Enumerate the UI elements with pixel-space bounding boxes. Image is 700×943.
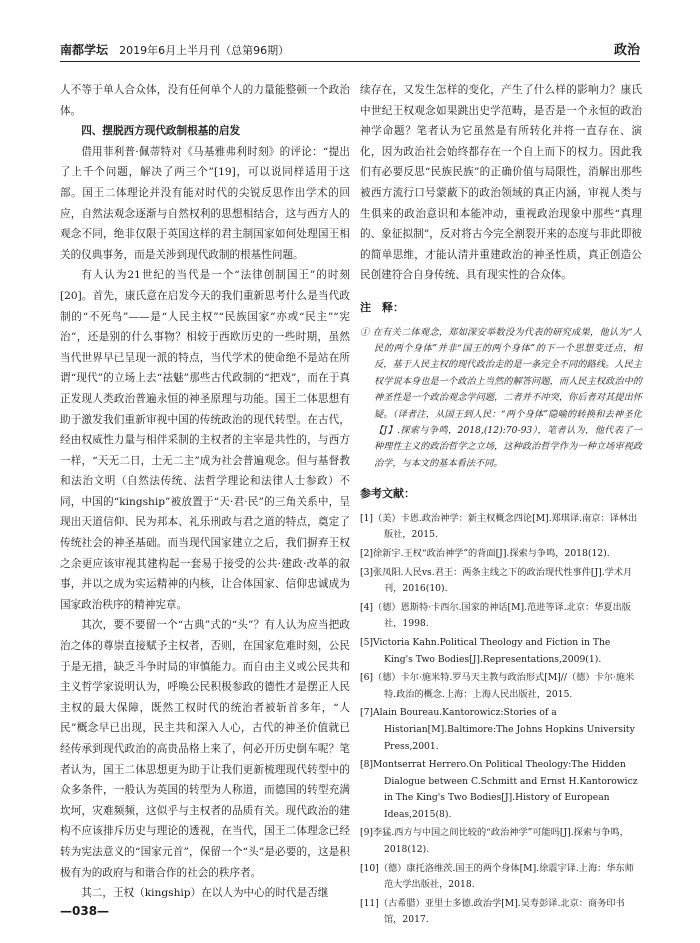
paragraph: 人不等于单人合众体，没有任何单个人的力量能整顿一个政治体。 (60, 84, 350, 117)
reference-item: [8]Montserrat Herrero.On Political Theology:The Hidden Dialogue between C.Schmitt and Ernst H.Kantorowicz in The King's Two Bodies[J].History of European Ideas,2015(8). (360, 759, 638, 820)
reference-item: [10]（德）康托洛维茨.国王的两个身体[M].徐震宇译.上海：华东师范大学出版社，2018. (360, 862, 634, 891)
right-column (360, 80, 642, 931)
page-number: —038— (60, 904, 110, 918)
reference-item: [5]Victoria Kahn.Political Theology and Fiction in The King's Two Bodies[J].Representations,2009(1). (360, 636, 611, 665)
notes-title: 注 释： (360, 300, 404, 314)
reference-list (360, 511, 642, 929)
left-column (60, 80, 350, 904)
section-label: 政治 (613, 43, 640, 58)
paragraph: 续存在，又发生怎样的变化，产生了什么样的影响力？康氏中世纪王权观念如果跳出史学范畴，是否是一个永恒的政治神学命题？笔者认为它虽然是有所转化并将一直存在、演化，因为政治社会始终都存在一个自上而下的权力。因此我们有必要反思“民族民族”的正确价值与局限性，消解出那些被西方流行口号蒙蔽下的政治领域的真正内涵，审视人类与生俱来的政治意识和本能冲动，重视政治现象中那些“真理的、象征拟制”，反对将古今完全割裂开来的态度与非此即彼的简单思维，才能认清并重建政治的神圣性质，真正创造公民创建符合自身传统、具有现实性的合众体。 (360, 84, 642, 282)
paragraph: 有人认为21世纪的当代是一个“法律创制国王”的时刻[20]。首先，康氏意在启发今天的我们重新思考什么是当代政制的“不死鸟”——是“人民主权”“民族国家”亦或“民主”“宪治”，还是别的什么事物？相较于西欧历史的一些时期，虽然当代世界早已呈现一派的特点，当代学术的使命绝不是站在所谓“现代”的立场上去“祛魅”那些古代政制的“把戏”，而在于真正发现人类政治普遍永恒的神圣原理与功能。国王二体思想有助于激发我们重新审视中国的传统政治的现代转型。在古代，经由权威性力量与相伴采制的主权者的主宰是共性的，与西方一样，“天无二日，土无二主”成为社会普遍观念。但与基督教和法治文明（自然法传统、法哲学理论和法律人士参政）不同，中国的“kingship”被放置于“天·君·民”的三角关系中，呈现出天道信仰、民为邦本、礼乐刑政与君之道的特点，奠定了传统社会的神圣基础。而当现代国家建立之后，我们摒弃王权之余更应该审视其建构起一套易于接受的公共·建政·改革的叙事，并以之成为实运精神的内核，让合体国家、信仰忠诚成为国家政治秩序的精神宪章。 (60, 269, 350, 611)
reference-item: [9]李猛.西方与中国之间比较的“政治神学”可能吗[J].探索与争鸣，2018(12). (360, 827, 629, 856)
journal-name: 南都学坛 (60, 43, 109, 57)
reference-item: [11]（古希腊）亚里士多德.政治学[M].吴寿彭译.北京：商务印书馆，2017. (360, 897, 625, 926)
reference-item: [7]Alain Boureau.Kantorowicz:Stories of a Historian[M].Baltimore:The Johns Hopkins University Press,2001. (360, 707, 635, 752)
reference-item: [3]张凤阳.人民vs.君王：两条主线之下的政治现代性事件[J].学术月刊，2016(10). (360, 566, 633, 595)
reference-item: [2]徐新宇.王权“政治神学”的背面[J].探索与争鸣，2018(12). (360, 547, 610, 559)
references-title: 参考文献： (360, 487, 415, 501)
issue-label: 2019年6月上半月刊（总第96期） (119, 44, 290, 57)
paragraph: 其二，王权（kingship）在以人为中心的时代是否继 (81, 887, 329, 900)
paragraph: 借用菲利普·佩蒂特对《马基雅弗利时刻》的评论：“提出了上千个问题，解决了两三个”[19]，可以说同样适用于这部。国王二体理论并没有能对时代的尖锐反思作出学术的回应，自然法观念逐渐与自然权利的思想相结合，这与西方人的观念不同，绝非仅限于英国这样的君主制国家如何处理国王相关的仪典事务，而是关涉到现代政制的根基性问题。 (60, 145, 350, 261)
journal-info (60, 39, 289, 58)
section-heading: 四、摆脱西方现代政制根基的启发 (81, 125, 241, 138)
reference-item: [6]（德）卡尔·施米特.罗马天主教与政治形式[M]//（德）卡尔·施米特.政治的概念.上海：上海人民出版社，2015. (360, 672, 635, 700)
footnote: ① 在有关二体观念，郑如深安举数没为代表的研究成果，他认为“人民的两个身体”并非“国王的两个身体”的下一个思想变迁点，相反，基于人民主权的现代政治走的是一条完全不同的路线。人民主权学说本身也是一个政治上当然的解答问题，而人民主权政治中的神圣性是一个政治观念学问题，二者并不冲突，你后者对其提出怀疑。（译者注，从国王到人民：“两个身体”隐喻的转换和去神圣化【J】.探索与争鸣，2018,(12):70-93），笔者认为，他代表了一种理性主义的政治哲学之立场，这种政治哲学作为一种立场审视政治学，与本文的基本看法不同。 (360, 326, 642, 469)
reference-item: [4]（德）恩斯特·卡西尔.国家的神话[M].范进等译.北京：华夏出版社，1998. (360, 601, 631, 630)
paragraph: 其次，要不要留一个“古典”式的“头”？有人认为应当把政治之体的尊崇直接赋予主权者，否则，在国家危难时刻，公民于是无措，缺乏斗争时局的审慎能力。而自由主义或公民共和主义哲学家说明认为，呼唤公民积极参政的德性才是摆正人民主权的最大保障，既然工权时代的统治者被斩首多年，“人民”概念早已出现，民主共和深入人心，古代的神圣价值就已经传承到现代政治的高贵品格上来了，何必开历史倒车呢？笔者认为，国王二体思想更为助于让我们更新梳理现代转型中的众多条件，一般认为英国的转型为人称道，而德国的转型充满坎坷，灾难频频，这似乎与主权者的品质有关。现代政治的建构不应该排斥历史与理论的透视，在当代，国王二体理念已经转为宪法意义的“国家元首”，保留一个“头”是必要的，这是积极有为的政府与和谐合作的社会的秩序者。 (60, 619, 350, 879)
reference-item: [1]（美）卡恩.政治神学：新主权概念四论[M].郑琪译.南京：译林出版社，2015. (360, 512, 638, 541)
running-header (60, 36, 640, 62)
